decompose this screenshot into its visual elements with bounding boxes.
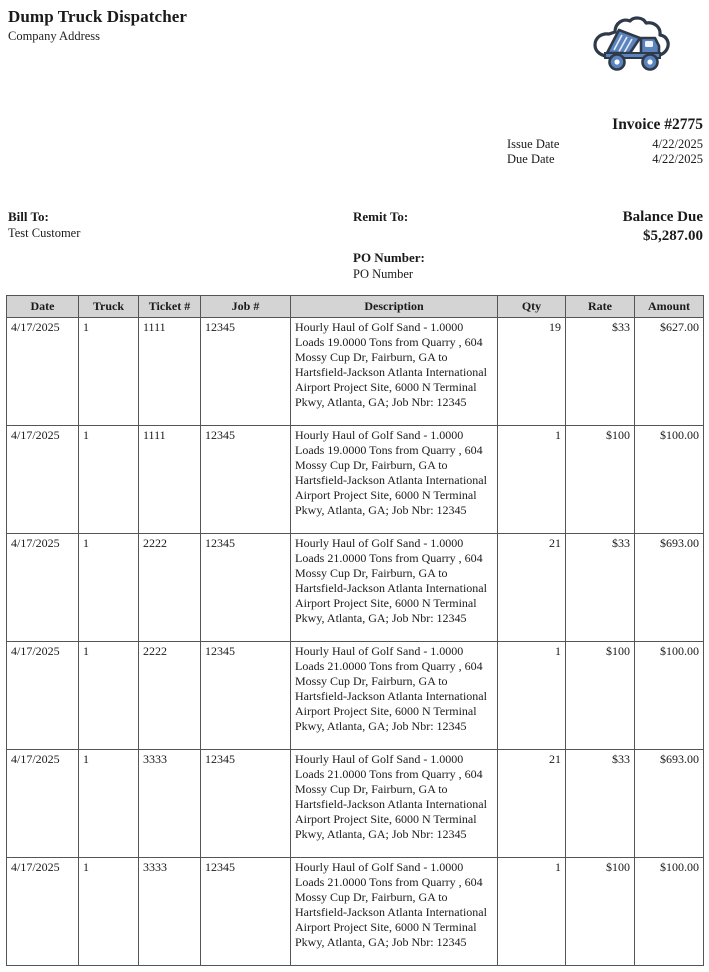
cell-job: 12345 <box>201 318 291 426</box>
cell-date: 4/17/2025 <box>7 750 79 858</box>
cell-rate: $100 <box>566 426 635 534</box>
table-row <box>7 318 704 426</box>
cell-qty: 1 <box>498 858 566 966</box>
table-row <box>7 858 704 966</box>
cell-rate: $33 <box>566 318 635 426</box>
cell-date: 4/17/2025 <box>7 858 79 966</box>
bill-to-block <box>8 208 338 241</box>
cell-amount: $627.00 <box>635 318 704 426</box>
company-logo <box>559 8 703 86</box>
cell-ticket: 1111 <box>139 318 201 426</box>
line-items-table <box>6 295 704 966</box>
issue-date-label: Issue Date <box>507 137 560 151</box>
cell-amount: $100.00 <box>635 426 704 534</box>
balance-due-amount: $5,287.00 <box>643 228 703 244</box>
cell-ticket: 1111 <box>139 426 201 534</box>
cell-description <box>291 642 498 750</box>
cell-amount: $100.00 <box>635 642 704 750</box>
cell-rate: $33 <box>566 534 635 642</box>
cell-ticket: 3333 <box>139 858 201 966</box>
cell-qty: 1 <box>498 426 566 534</box>
cell-qty: 21 <box>498 750 566 858</box>
cell-job: 12345 <box>201 642 291 750</box>
table-header-row <box>7 296 704 318</box>
invoice-header <box>0 0 709 100</box>
balance-due-label: Balance Due <box>622 209 703 225</box>
cell-job: 12345 <box>201 750 291 858</box>
cell-truck: 1 <box>79 426 139 534</box>
line-items-table-wrapper <box>6 295 703 966</box>
cell-description <box>291 318 498 426</box>
line-items-body <box>7 318 704 966</box>
bill-to-name: Test Customer <box>8 226 81 240</box>
company-address: Company Address <box>8 29 101 43</box>
cell-description <box>291 858 498 966</box>
issue-date-value: 4/22/2025 <box>652 137 703 151</box>
cell-job: 12345 <box>201 426 291 534</box>
dump-truck-cloud-logo-icon <box>585 16 677 78</box>
column-header-rate: Rate <box>566 296 635 318</box>
table-row <box>7 426 704 534</box>
cell-rate: $100 <box>566 642 635 750</box>
due-date-row <box>403 152 703 167</box>
po-number-value: PO Number <box>353 267 414 281</box>
description-text: Hourly Haul of Golf Sand - 1.0000 Loads 21.0000 Tons from Quarry , 604 Mossy Cup Dr, Fairburn, GA to Hartsfield-Jackson Atlanta International Airport Project Site, 6000 N Terminal Pkwy, Atlanta, GA; Job Nbr: 12345 <box>295 536 487 625</box>
cell-ticket: 2222 <box>139 642 201 750</box>
cell-amount: $693.00 <box>635 750 704 858</box>
column-header-date: Date <box>7 296 79 318</box>
cell-truck: 1 <box>79 858 139 966</box>
column-header-amount: Amount <box>635 296 704 318</box>
cell-description <box>291 534 498 642</box>
cell-job: 12345 <box>201 858 291 966</box>
cell-date: 4/17/2025 <box>7 642 79 750</box>
description-text: Hourly Haul of Golf Sand - 1.0000 Loads 19.0000 Tons from Quarry , 604 Mossy Cup Dr, Fairburn, GA to Hartsfield-Jackson Atlanta International Airport Project Site, 6000 N Terminal Pkwy, Atlanta, GA; Job Nbr: 12345 <box>295 428 487 517</box>
description-text: Hourly Haul of Golf Sand - 1.0000 Loads 21.0000 Tons from Quarry , 604 Mossy Cup Dr, Fairburn, GA to Hartsfield-Jackson Atlanta International Airport Project Site, 6000 N Terminal Pkwy, Atlanta, GA; Job Nbr: 12345 <box>295 752 487 841</box>
cell-truck: 1 <box>79 750 139 858</box>
cell-job: 12345 <box>201 534 291 642</box>
cell-rate: $33 <box>566 750 635 858</box>
cell-qty: 1 <box>498 642 566 750</box>
invoice-meta <box>403 115 703 167</box>
column-header-truck: Truck <box>79 296 139 318</box>
due-date-value: 4/22/2025 <box>652 152 703 166</box>
issue-date-row <box>403 137 703 152</box>
remit-to-title: Remit To: <box>353 209 409 224</box>
invoice-number: Invoice #2775 <box>612 116 703 133</box>
parties-section <box>0 208 709 288</box>
description-text: Hourly Haul of Golf Sand - 1.0000 Loads 21.0000 Tons from Quarry , 604 Mossy Cup Dr, Fairburn, GA to Hartsfield-Jackson Atlanta International Airport Project Site, 6000 N Terminal Pkwy, Atlanta, GA; Job Nbr: 12345 <box>295 644 487 733</box>
column-header-description: Description <box>291 296 498 318</box>
cell-amount: $100.00 <box>635 858 704 966</box>
cell-truck: 1 <box>79 534 139 642</box>
cell-truck: 1 <box>79 642 139 750</box>
balance-due-block <box>483 208 703 246</box>
column-header-job: Job # <box>201 296 291 318</box>
cell-date: 4/17/2025 <box>7 426 79 534</box>
cell-qty: 19 <box>498 318 566 426</box>
column-header-qty: Qty <box>498 296 566 318</box>
company-name: Dump Truck Dispatcher <box>8 7 188 26</box>
column-header-ticket: Ticket # <box>139 296 201 318</box>
cell-description <box>291 426 498 534</box>
table-row <box>7 534 704 642</box>
cell-rate: $100 <box>566 858 635 966</box>
description-text: Hourly Haul of Golf Sand - 1.0000 Loads 19.0000 Tons from Quarry , 604 Mossy Cup Dr, Fairburn, GA to Hartsfield-Jackson Atlanta International Airport Project Site, 6000 N Terminal Pkwy, Atlanta, GA; Job Nbr: 12345 <box>295 320 487 409</box>
cell-truck: 1 <box>79 318 139 426</box>
bill-to-title: Bill To: <box>8 209 49 224</box>
description-text: Hourly Haul of Golf Sand - 1.0000 Loads 21.0000 Tons from Quarry , 604 Mossy Cup Dr, Fairburn, GA to Hartsfield-Jackson Atlanta International Airport Project Site, 6000 N Terminal Pkwy, Atlanta, GA; Job Nbr: 12345 <box>295 860 487 949</box>
po-number-title: PO Number: <box>353 250 425 265</box>
cell-description <box>291 750 498 858</box>
cell-date: 4/17/2025 <box>7 534 79 642</box>
cell-ticket: 2222 <box>139 534 201 642</box>
due-date-label: Due Date <box>507 152 555 166</box>
cell-amount: $693.00 <box>635 534 704 642</box>
cell-date: 4/17/2025 <box>7 318 79 426</box>
table-row <box>7 642 704 750</box>
cell-ticket: 3333 <box>139 750 201 858</box>
table-row <box>7 750 704 858</box>
cell-qty: 21 <box>498 534 566 642</box>
